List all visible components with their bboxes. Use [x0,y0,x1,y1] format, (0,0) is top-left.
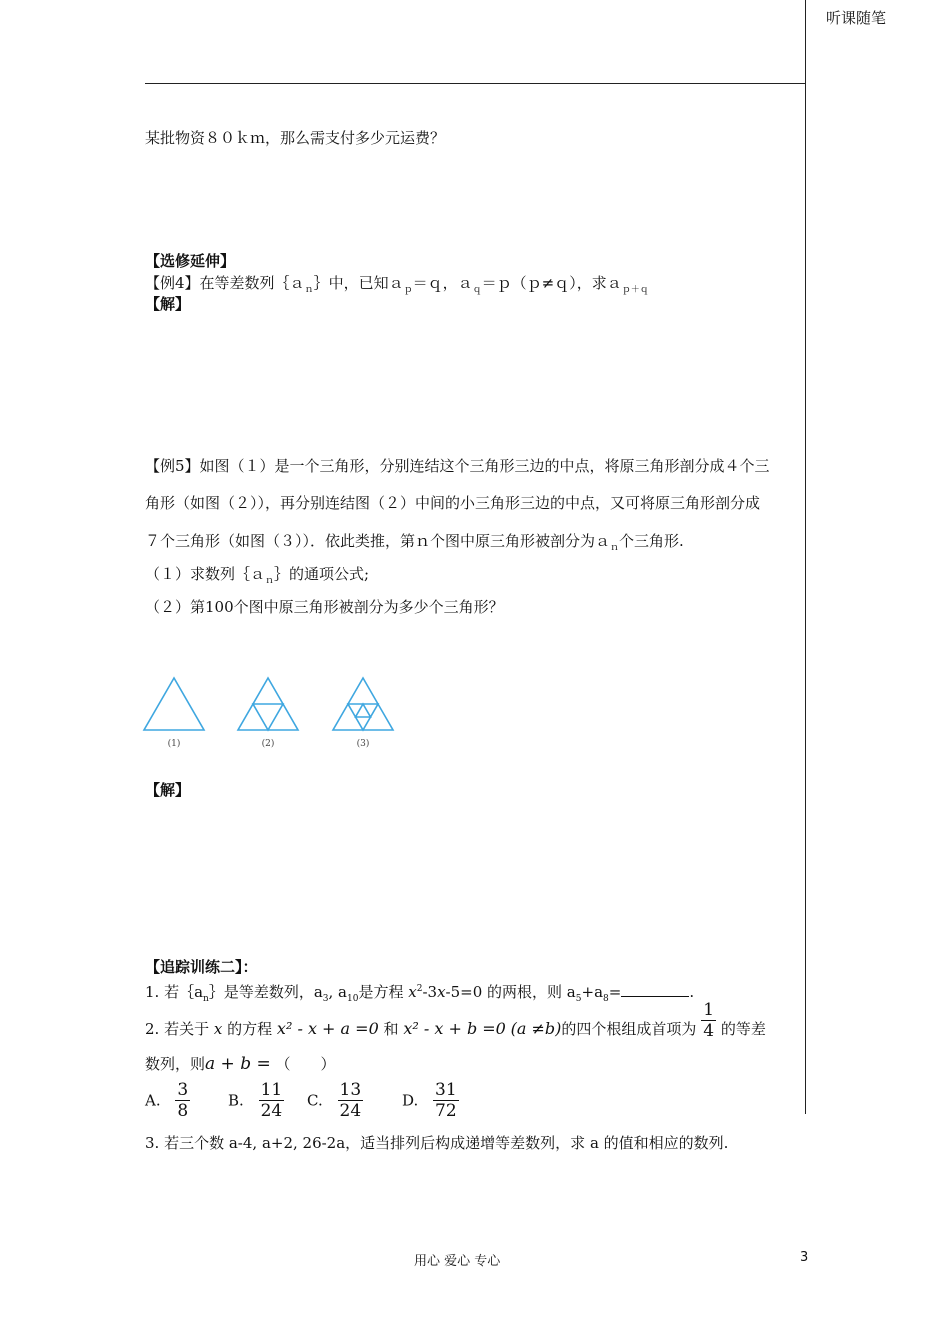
triangle-figure-1 [144,678,204,730]
sidebar-label: 听课随笔 [826,9,887,27]
first-term-fraction: $\frac{1}{4}$ [703,999,715,1041]
figure-label-3: (3) [356,739,370,749]
margin-divider [805,0,806,1114]
example-4: 【例4】在等差数列｛ａ$_n$｝中，已知ａ$_p$＝ｑ，ａ$_q$＝ｐ（ｐ≠ｑ），求ａ$_{p+q}$ [145,274,649,295]
footer-text: 用心 爱心 专心 [414,1254,501,1269]
example-5-question-2: （２）第100个图中原三角形被剖分为多少个三角形？ [145,598,504,616]
example-5-line-2: 角形（如图（２）），再分别连结图（２）中间的小三角形三边的中点，又可将原三角形剖分成 [145,494,761,512]
page-number: 3 [800,1250,809,1265]
tracking-title: 【追踪训练二】： [145,958,258,976]
example-4-solution: 【解】 [145,295,191,313]
section-elective-heading: 【选修延伸】 [145,252,236,270]
tracking-problem-2-line-1: 2. 若关于 x 的方程 x² - x + a =0 和 x² - x + b =0 (a ≠b)的四个根组成首项为 $\frac{1}{4}$ 的等差 [145,999,766,1041]
example-5-solution: 【解】 [145,781,191,799]
tracking-problem-3: 3. 若三个数 a-4, a+2, 26-2a，适当排列后构成递增等差数列，求 a 的值和相应的数列. [145,1134,729,1152]
triangle-figure-3 [333,678,393,730]
option-b: B. $\frac{11}{24}$ [228,1080,283,1121]
option-c: C. $\frac{13}{24}$ [307,1080,362,1121]
option-d: D. $\frac{31}{72}$ [402,1080,457,1121]
tracking-problem-2-line-2: 数列，则a + b = （ ） [145,1054,336,1074]
header-rule [145,83,806,84]
answer-blank [621,984,689,997]
example-5-line-1: 【例5】如图（１）是一个三角形，分别连结这个三角形三边的中点，将原三角形剖分成４个三 [145,457,770,475]
figure-label-1: (1) [167,739,181,749]
tracking-problem-1: 1. 若$\{a_n\}$是等差数列，$a_3$, $a_{10}$是方程 $x^2-3x-5=0$ 的两根，则 $a_5+a_8=$ . [145,983,695,1004]
option-a: A. $\frac{3}{8}$ [145,1080,189,1121]
triangle-figures [140,672,400,752]
triangle-figure-2 [238,678,298,730]
intro-text: 某批物资８０ｋｍ，那么需支付多少元运费？ [145,129,446,147]
example-5-question-1: （１）求数列｛ａ$_n$｝的通项公式; [145,565,370,586]
example-5-line-3: ７个三角形（如图（３））．依此类推，第ｎ个图中原三角形被剖分为ａ$_n$个三角形. [145,532,684,553]
figure-label-2: (2) [261,739,275,749]
